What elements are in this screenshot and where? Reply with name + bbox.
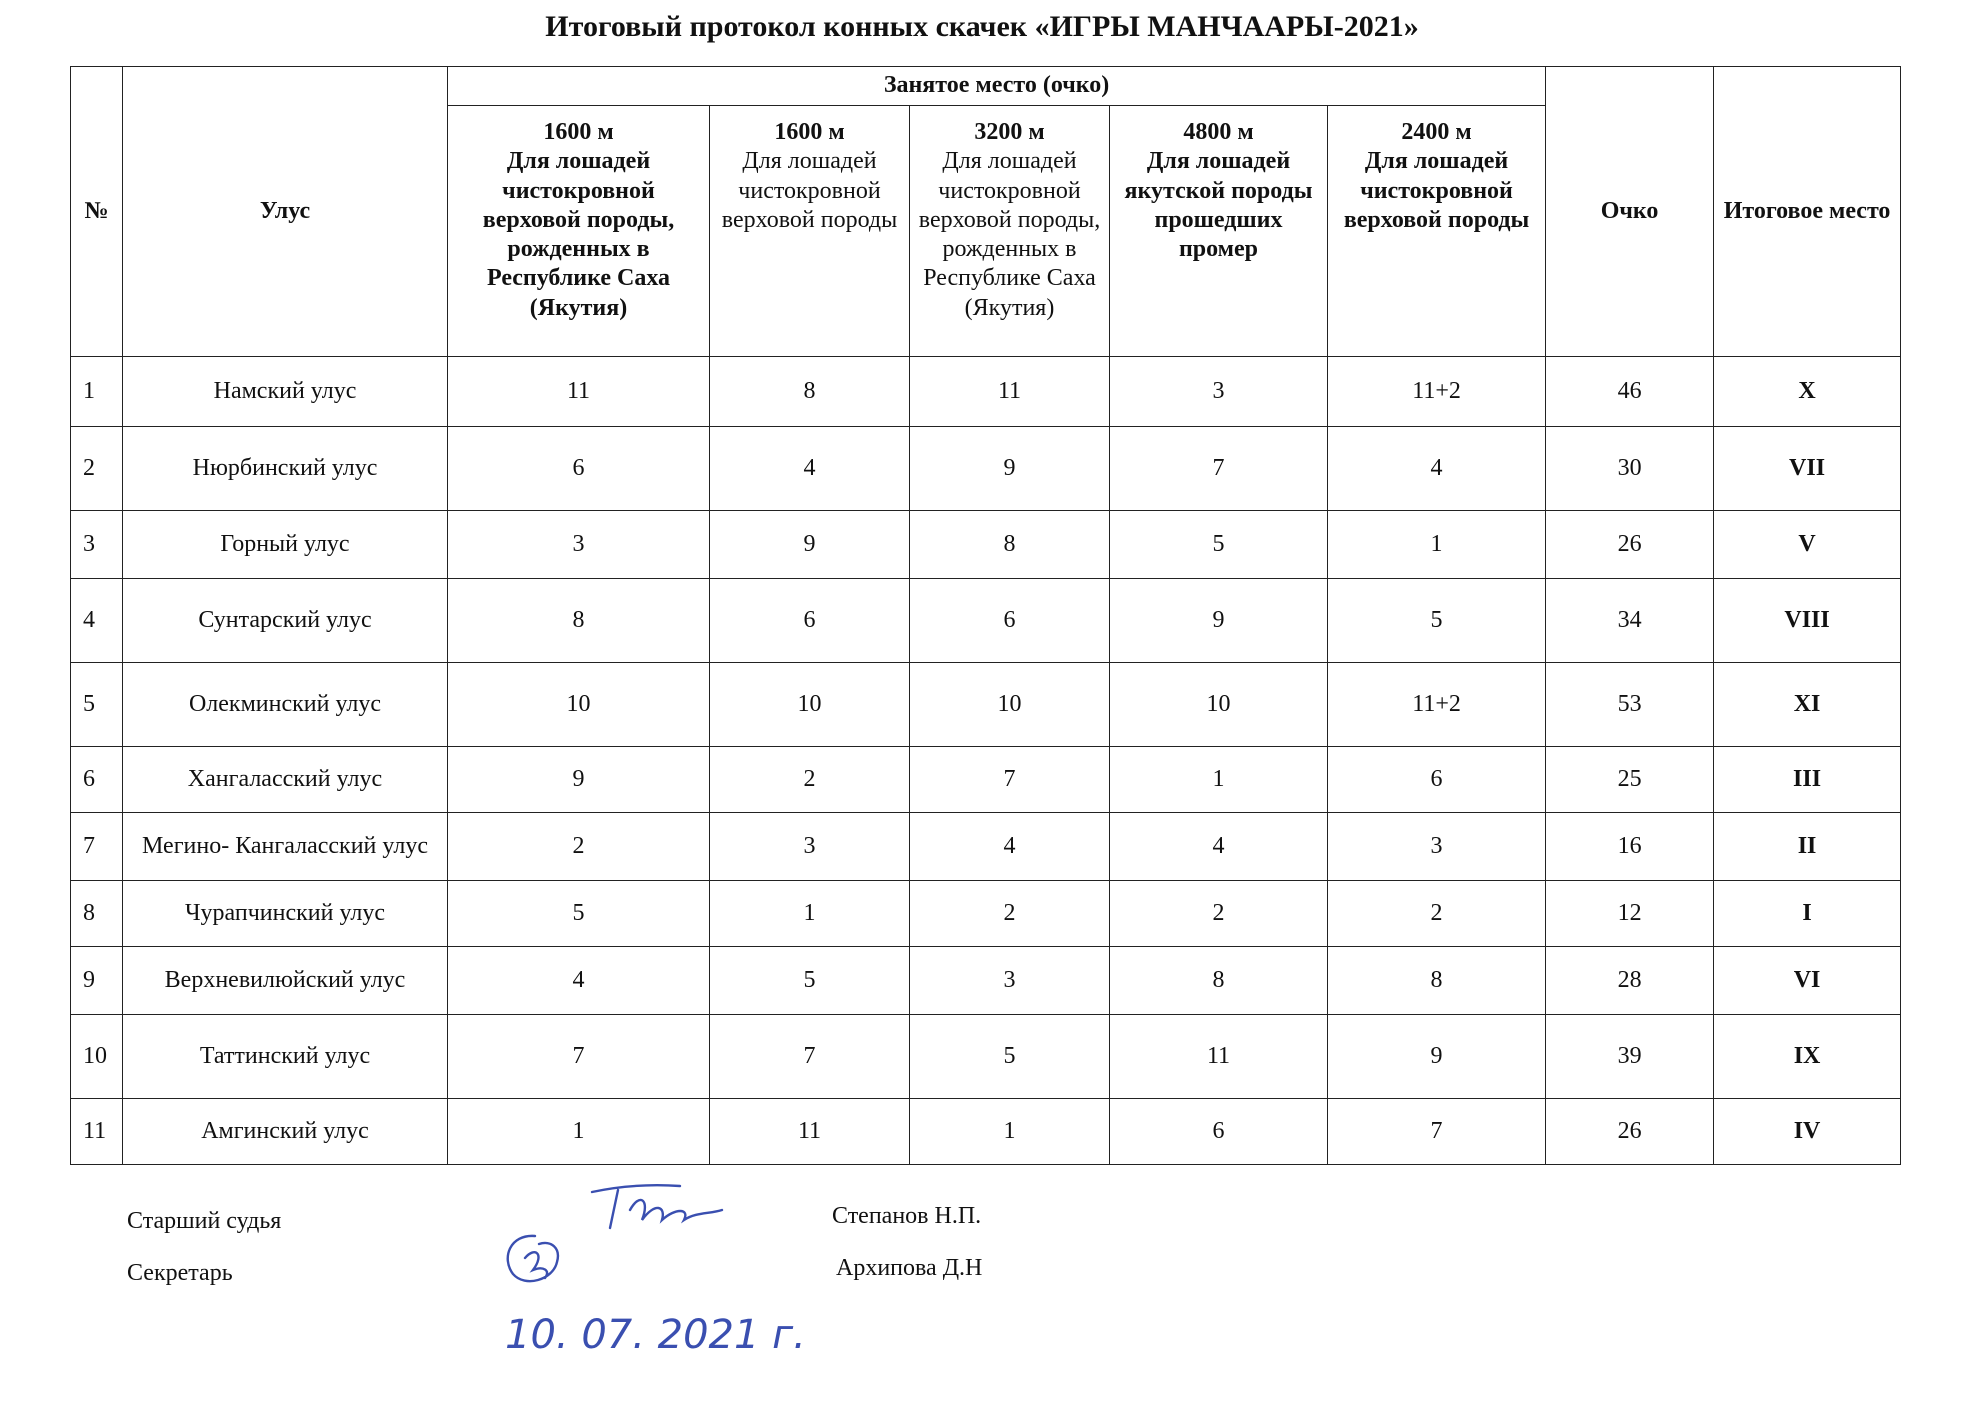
race-place: 5 bbox=[910, 1015, 1110, 1099]
total-points: 30 bbox=[1546, 427, 1714, 511]
total-points: 26 bbox=[1546, 1099, 1714, 1165]
race-place: 4 bbox=[910, 813, 1110, 881]
total-points: 12 bbox=[1546, 881, 1714, 947]
table-row bbox=[71, 579, 1901, 663]
final-place: VI bbox=[1714, 947, 1901, 1015]
ulus-name: Горный улус bbox=[123, 511, 448, 579]
table-row bbox=[71, 1015, 1901, 1099]
ulus-name: Хангаласский улус bbox=[123, 747, 448, 813]
total-points: 46 bbox=[1546, 357, 1714, 427]
ulus-name: Верхневилюйский улус bbox=[123, 947, 448, 1015]
table-row bbox=[71, 663, 1901, 747]
row-number: 5 bbox=[71, 663, 123, 747]
race-place: 11 bbox=[910, 357, 1110, 427]
chief-judge-signature bbox=[580, 1180, 730, 1240]
table-row bbox=[71, 357, 1901, 427]
race-place: 9 bbox=[1110, 579, 1328, 663]
row-number: 4 bbox=[71, 579, 123, 663]
race-place: 11+2 bbox=[1328, 357, 1546, 427]
race-place: 11 bbox=[448, 357, 710, 427]
race-place: 6 bbox=[1110, 1099, 1328, 1165]
race-place: 3 bbox=[1110, 357, 1328, 427]
row-number: 8 bbox=[71, 881, 123, 947]
race-place: 11+2 bbox=[1328, 663, 1546, 747]
race-place: 7 bbox=[710, 1015, 910, 1099]
race-place: 4 bbox=[1328, 427, 1546, 511]
race-place: 8 bbox=[1110, 947, 1328, 1015]
total-points: 28 bbox=[1546, 947, 1714, 1015]
ulus-name: Нюрбинский улус bbox=[123, 427, 448, 511]
total-points: 16 bbox=[1546, 813, 1714, 881]
race-place: 1 bbox=[448, 1099, 710, 1165]
row-number: 9 bbox=[71, 947, 123, 1015]
race-place: 4 bbox=[710, 427, 910, 511]
race-place: 10 bbox=[710, 663, 910, 747]
race-place: 10 bbox=[448, 663, 710, 747]
page-title: Итоговый протокол конных скачек «ИГРЫ МАНЧААРЫ-2021» bbox=[545, 10, 1419, 43]
row-number: 1 bbox=[71, 357, 123, 427]
signature-date: 10. 07. 2021 г. bbox=[505, 1312, 806, 1358]
ulus-name: Олекминский улус bbox=[123, 663, 448, 747]
final-place: VII bbox=[1714, 427, 1901, 511]
ulus-name: Амгинский улус bbox=[123, 1099, 448, 1165]
row-number: 7 bbox=[71, 813, 123, 881]
race-place: 2 bbox=[1328, 881, 1546, 947]
race-place: 5 bbox=[1328, 579, 1546, 663]
col-header-final-place: Итоговое место bbox=[1714, 67, 1901, 357]
race-place: 11 bbox=[1110, 1015, 1328, 1099]
final-place: IX bbox=[1714, 1015, 1901, 1099]
col-header-race-4 bbox=[1110, 106, 1328, 357]
results-table bbox=[70, 66, 1901, 1165]
race-place: 7 bbox=[1328, 1099, 1546, 1165]
total-points: 26 bbox=[1546, 511, 1714, 579]
race-place: 2 bbox=[910, 881, 1110, 947]
race-description: Для лошадей чистокровной верховой породы bbox=[721, 148, 898, 233]
race-place: 1 bbox=[1110, 747, 1328, 813]
col-header-group: Занятое место (очко) bbox=[448, 67, 1546, 106]
final-place: XI bbox=[1714, 663, 1901, 747]
row-number: 6 bbox=[71, 747, 123, 813]
race-place: 4 bbox=[448, 947, 710, 1015]
col-header-ulus: Улус bbox=[123, 67, 448, 357]
secretary-name: Архипова Д.Н bbox=[836, 1255, 983, 1281]
race-place: 5 bbox=[448, 881, 710, 947]
final-place: I bbox=[1714, 881, 1901, 947]
final-place: VIII bbox=[1714, 579, 1901, 663]
total-points: 34 bbox=[1546, 579, 1714, 663]
row-number: 10 bbox=[71, 1015, 123, 1099]
race-place: 1 bbox=[1328, 511, 1546, 579]
race-distance: 4800 м bbox=[1183, 119, 1254, 145]
row-number: 11 bbox=[71, 1099, 123, 1165]
col-header-points: Очко bbox=[1546, 67, 1714, 357]
row-number: 3 bbox=[71, 511, 123, 579]
race-place: 2 bbox=[1110, 881, 1328, 947]
race-description: Для лошадей чистокровной верховой породы, рожденных в Республике Саха (Якутия) bbox=[482, 148, 675, 321]
race-place: 8 bbox=[710, 357, 910, 427]
race-place: 4 bbox=[1110, 813, 1328, 881]
race-distance: 1600 м bbox=[543, 119, 614, 145]
table-row bbox=[71, 427, 1901, 511]
race-place: 3 bbox=[448, 511, 710, 579]
race-place: 2 bbox=[710, 747, 910, 813]
race-place: 9 bbox=[1328, 1015, 1546, 1099]
race-place: 5 bbox=[1110, 511, 1328, 579]
race-place: 10 bbox=[910, 663, 1110, 747]
ulus-name: Таттинский улус bbox=[123, 1015, 448, 1099]
race-description: Для лошадей якутской породы прошедших промер bbox=[1124, 148, 1313, 263]
race-place: 8 bbox=[1328, 947, 1546, 1015]
col-header-race-2 bbox=[710, 106, 910, 357]
race-place: 11 bbox=[710, 1099, 910, 1165]
race-place: 10 bbox=[1110, 663, 1328, 747]
race-place: 9 bbox=[710, 511, 910, 579]
total-points: 53 bbox=[1546, 663, 1714, 747]
race-place: 2 bbox=[448, 813, 710, 881]
race-distance: 3200 м bbox=[974, 119, 1045, 145]
ulus-name: Чурапчинский улус bbox=[123, 881, 448, 947]
race-place: 3 bbox=[710, 813, 910, 881]
race-place: 6 bbox=[710, 579, 910, 663]
table-row bbox=[71, 1099, 1901, 1165]
race-description: Для лошадей чистокровной верховой породы, рожденных в Республике Саха (Якутия) bbox=[918, 148, 1101, 321]
col-header-race-1 bbox=[448, 106, 710, 357]
final-place: IV bbox=[1714, 1099, 1901, 1165]
total-points: 39 bbox=[1546, 1015, 1714, 1099]
final-place: III bbox=[1714, 747, 1901, 813]
total-points: 25 bbox=[1546, 747, 1714, 813]
col-header-race-5 bbox=[1328, 106, 1546, 357]
chief-judge-role: Старший судья bbox=[127, 1208, 282, 1234]
final-place: V bbox=[1714, 511, 1901, 579]
table-row bbox=[71, 813, 1901, 881]
race-place: 1 bbox=[710, 881, 910, 947]
race-place: 6 bbox=[910, 579, 1110, 663]
secretary-signature bbox=[495, 1228, 575, 1290]
race-place: 9 bbox=[448, 747, 710, 813]
race-place: 8 bbox=[448, 579, 710, 663]
race-distance: 1600 м bbox=[774, 119, 845, 145]
race-place: 6 bbox=[1328, 747, 1546, 813]
ulus-name: Намский улус bbox=[123, 357, 448, 427]
race-place: 7 bbox=[910, 747, 1110, 813]
race-place: 3 bbox=[1328, 813, 1546, 881]
secretary-role: Секретарь bbox=[127, 1260, 233, 1286]
race-description: Для лошадей чистокровной верховой породы bbox=[1343, 148, 1530, 233]
race-distance: 2400 м bbox=[1401, 119, 1472, 145]
row-number: 2 bbox=[71, 427, 123, 511]
race-place: 9 bbox=[910, 427, 1110, 511]
col-header-number: № bbox=[71, 67, 123, 357]
ulus-name: Мегино- Кангаласский улус bbox=[123, 813, 448, 881]
table-row bbox=[71, 881, 1901, 947]
ulus-name: Сунтарский улус bbox=[123, 579, 448, 663]
final-place: X bbox=[1714, 357, 1901, 427]
col-header-race-3 bbox=[910, 106, 1110, 357]
table-row bbox=[71, 511, 1901, 579]
race-place: 5 bbox=[710, 947, 910, 1015]
final-place: II bbox=[1714, 813, 1901, 881]
race-place: 3 bbox=[910, 947, 1110, 1015]
race-place: 7 bbox=[1110, 427, 1328, 511]
table-row bbox=[71, 947, 1901, 1015]
race-place: 1 bbox=[910, 1099, 1110, 1165]
race-place: 8 bbox=[910, 511, 1110, 579]
chief-judge-name: Степанов Н.П. bbox=[832, 1203, 982, 1229]
race-place: 6 bbox=[448, 427, 710, 511]
race-place: 7 bbox=[448, 1015, 710, 1099]
table-row bbox=[71, 747, 1901, 813]
